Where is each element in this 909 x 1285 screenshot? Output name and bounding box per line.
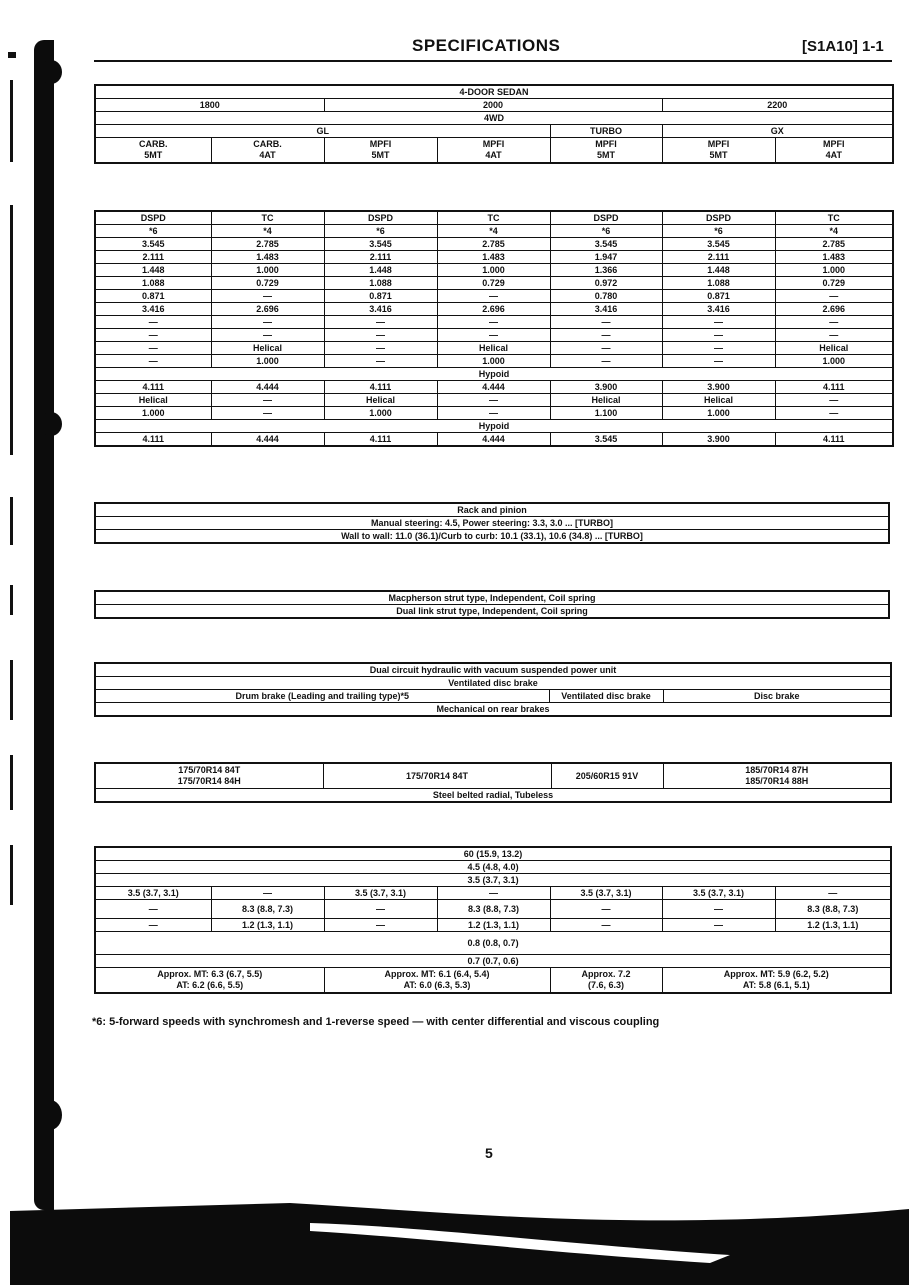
table-cell: 3.900 xyxy=(550,381,662,394)
table-row xyxy=(95,420,893,433)
mt-oil: — xyxy=(775,887,891,900)
tire-size: 175/70R14 84T 175/70R14 84H xyxy=(95,763,323,789)
table-cell: — xyxy=(211,316,324,329)
table-cell: 2.696 xyxy=(775,303,893,316)
mt-oil: 3.5 (3.7, 3.1) xyxy=(662,887,775,900)
table-cell: 3.416 xyxy=(95,303,211,316)
table-row xyxy=(95,211,893,225)
table-cell: 1.448 xyxy=(662,264,775,277)
table-cell: 2.785 xyxy=(437,238,550,251)
variant-cell: MPFI 5MT xyxy=(324,138,437,164)
table-cell: *6 xyxy=(324,225,437,238)
table-cell: 0.729 xyxy=(437,277,550,290)
table-cell: — xyxy=(324,329,437,342)
ps-fluid: 0.7 (0.7, 0.6) xyxy=(95,955,891,968)
table-cell: 2.696 xyxy=(437,303,550,316)
table-cell: 1.000 xyxy=(437,355,550,368)
table-cell: *6 xyxy=(95,225,211,238)
table-cell: 3.545 xyxy=(550,238,662,251)
variant-cell: MPFI 4AT xyxy=(437,138,550,164)
table-cell: — xyxy=(775,316,893,329)
mt-oil: — xyxy=(211,887,324,900)
table-cell: 2.111 xyxy=(95,251,211,264)
table-cell: 3.545 xyxy=(324,238,437,251)
at-fluid: — xyxy=(324,900,437,919)
turning-radius: Wall to wall: 11.0 (36.1)/Curb to curb: 10.1 (33.1), 10.6 (34.8) ... [TURBO] xyxy=(95,530,889,544)
header-rule xyxy=(94,60,892,62)
rear-brake-drum: Drum brake (Leading and trailing type)*5 xyxy=(95,690,549,703)
table-cell: 1.000 xyxy=(662,407,775,420)
model-table xyxy=(94,84,894,164)
suspension-table xyxy=(94,590,890,619)
table-cell: DSPD xyxy=(324,211,437,225)
edge-mark xyxy=(10,845,13,905)
table-cell: — xyxy=(324,355,437,368)
table-row xyxy=(95,225,893,238)
table-cell: *6 xyxy=(662,225,775,238)
edge-mark xyxy=(10,660,13,720)
table-cell: — xyxy=(550,342,662,355)
oil-capacity-1: 4.5 (4.8, 4.0) xyxy=(95,861,891,874)
edge-mark xyxy=(10,755,13,810)
table-row xyxy=(95,316,893,329)
table-cell: Helical xyxy=(211,342,324,355)
coolant-capacity: Approx. MT: 5.9 (6.2, 5.2) AT: 5.8 (6.1, 5.1) xyxy=(662,968,891,994)
mt-oil: — xyxy=(437,887,550,900)
table-cell: 1.000 xyxy=(324,407,437,420)
table-cell: — xyxy=(437,394,550,407)
gear-type-hypoid: Hypoid xyxy=(95,368,893,381)
table-cell: 0.729 xyxy=(775,277,893,290)
table-cell: 1.483 xyxy=(437,251,550,264)
table-cell: 1.448 xyxy=(324,264,437,277)
rear-suspension: Dual link strut type, Independent, Coil spring xyxy=(95,605,889,619)
at-fluid: 8.3 (8.8, 7.3) xyxy=(437,900,550,919)
table-cell: Helical xyxy=(550,394,662,407)
table-cell: — xyxy=(211,407,324,420)
table-cell: 3.900 xyxy=(662,433,775,447)
table-row xyxy=(95,238,893,251)
table-cell: — xyxy=(437,316,550,329)
table-cell: Helical xyxy=(662,394,775,407)
footnote: *6: 5-forward speeds with synchromesh and 1-reverse speed — with center differential and viscous coupling xyxy=(92,1016,660,1028)
table-row xyxy=(95,381,893,394)
at-fluid: 8.3 (8.8, 7.3) xyxy=(775,900,891,919)
variant-cell: MPFI 4AT xyxy=(775,138,893,164)
coolant-capacity: Approx. MT: 6.3 (6.7, 5.5) AT: 6.2 (6.6, 5.5) xyxy=(95,968,324,994)
diff-oil: — xyxy=(95,919,211,932)
table-cell: 1.088 xyxy=(662,277,775,290)
table-cell: 0.871 xyxy=(95,290,211,303)
diff-oil: — xyxy=(662,919,775,932)
body-type: 4-DOOR SEDAN xyxy=(95,85,893,99)
table-cell: 2.785 xyxy=(775,238,893,251)
table-cell: — xyxy=(95,355,211,368)
table-row xyxy=(95,303,893,316)
table-cell: 1.366 xyxy=(550,264,662,277)
table-cell: 4.444 xyxy=(211,381,324,394)
edge-mark xyxy=(10,585,13,615)
table-cell: 4.444 xyxy=(211,433,324,447)
table-cell: 1.088 xyxy=(324,277,437,290)
table-row xyxy=(95,264,893,277)
table-cell: — xyxy=(775,290,893,303)
table-cell: 1.000 xyxy=(775,355,893,368)
table-cell: *4 xyxy=(775,225,893,238)
table-cell: Helical xyxy=(95,394,211,407)
table-cell: — xyxy=(662,342,775,355)
table-cell: TC xyxy=(211,211,324,225)
table-cell: — xyxy=(775,394,893,407)
table-cell: DSPD xyxy=(95,211,211,225)
table-cell: 3.545 xyxy=(662,238,775,251)
steering-table xyxy=(94,502,890,544)
table-cell: 0.972 xyxy=(550,277,662,290)
table-cell: 1.947 xyxy=(550,251,662,264)
parking-brake: Mechanical on rear brakes xyxy=(95,703,891,717)
brake-system: Dual circuit hydraulic with vacuum suspended power unit xyxy=(95,663,891,677)
front-brake: Ventilated disc brake xyxy=(95,677,891,690)
table-row xyxy=(95,355,893,368)
table-cell: 3.545 xyxy=(550,433,662,447)
table-cell: — xyxy=(550,355,662,368)
binder-edge xyxy=(34,40,54,1210)
table-cell: — xyxy=(550,329,662,342)
table-row xyxy=(95,394,893,407)
table-cell: 2.785 xyxy=(211,238,324,251)
table-row xyxy=(95,368,893,381)
section-code: [S1A10] 1-1 xyxy=(802,38,884,55)
table-cell: 4.111 xyxy=(775,433,893,447)
steering-turns: Manual steering: 4.5, Power steering: 3.3, 3.0 ... [TURBO] xyxy=(95,517,889,530)
table-cell: 4.111 xyxy=(95,433,211,447)
table-cell: DSPD xyxy=(550,211,662,225)
table-cell: 1.000 xyxy=(95,407,211,420)
table-cell: — xyxy=(662,329,775,342)
tire-size: 185/70R14 87H 185/70R14 88H xyxy=(663,763,891,789)
at-fluid: 8.3 (8.8, 7.3) xyxy=(211,900,324,919)
table-cell: 2.696 xyxy=(211,303,324,316)
tire-size: 175/70R14 84T xyxy=(323,763,551,789)
table-cell: 3.900 xyxy=(662,381,775,394)
tires-table xyxy=(94,762,892,803)
edge-mark xyxy=(10,205,13,455)
table-cell: 1.000 xyxy=(211,264,324,277)
table-cell: 1.100 xyxy=(550,407,662,420)
drive-type: 4WD xyxy=(95,112,893,125)
table-cell: 2.111 xyxy=(662,251,775,264)
rear-brake-vented: Ventilated disc brake xyxy=(549,690,663,703)
mt-oil: 3.5 (3.7, 3.1) xyxy=(324,887,437,900)
table-row xyxy=(95,251,893,264)
page-number: 5 xyxy=(485,1145,493,1161)
table-cell: 2.111 xyxy=(324,251,437,264)
coolant-capacity: Approx. 7.2 (7.6, 6.3) xyxy=(550,968,662,994)
oil-capacity-2: 3.5 (3.7, 3.1) xyxy=(95,874,891,887)
variant-cell: CARB. 4AT xyxy=(211,138,324,164)
grade-gx: GX xyxy=(662,125,893,138)
table-cell: 1.000 xyxy=(211,355,324,368)
table-cell: 4.111 xyxy=(775,381,893,394)
table-cell: — xyxy=(550,316,662,329)
transmission-table xyxy=(94,210,894,447)
table-cell: 3.416 xyxy=(662,303,775,316)
table-cell: — xyxy=(437,290,550,303)
table-cell: — xyxy=(211,329,324,342)
table-cell: Helical xyxy=(775,342,893,355)
table-cell: *6 xyxy=(550,225,662,238)
table-cell: DSPD xyxy=(662,211,775,225)
variant-cell: CARB. 5MT xyxy=(95,138,211,164)
table-cell: 4.111 xyxy=(324,433,437,447)
table-cell: 4.444 xyxy=(437,381,550,394)
table-cell: 3.416 xyxy=(324,303,437,316)
table-cell: — xyxy=(437,407,550,420)
mt-oil: 3.5 (3.7, 3.1) xyxy=(550,887,662,900)
table-cell: — xyxy=(95,316,211,329)
engine-1800: 1800 xyxy=(95,99,324,112)
table-cell: — xyxy=(324,342,437,355)
table-cell: TC xyxy=(775,211,893,225)
table-cell: 1.483 xyxy=(775,251,893,264)
variant-cell: MPFI 5MT xyxy=(662,138,775,164)
diff-oil: — xyxy=(550,919,662,932)
rear-brake-disc: Disc brake xyxy=(663,690,891,703)
fuel-capacity: 60 (15.9, 13.2) xyxy=(95,847,891,861)
tire-type: Steel belted radial, Tubeless xyxy=(95,789,891,803)
table-cell: TC xyxy=(437,211,550,225)
table-cell: — xyxy=(662,355,775,368)
steering-type: Rack and pinion xyxy=(95,503,889,517)
table-cell: Helical xyxy=(437,342,550,355)
table-cell: *4 xyxy=(211,225,324,238)
table-row xyxy=(95,433,893,447)
at-fluid: — xyxy=(95,900,211,919)
diff-oil: 1.2 (1.3, 1.1) xyxy=(437,919,550,932)
table-cell: 4.444 xyxy=(437,433,550,447)
table-cell: — xyxy=(324,316,437,329)
tire-size: 205/60R15 91V xyxy=(551,763,663,789)
rear-diff-oil: 0.8 (0.8, 0.7) xyxy=(95,932,891,955)
coolant-capacity: Approx. MT: 6.1 (6.4, 5.4) AT: 6.0 (6.3, 5.3) xyxy=(324,968,550,994)
table-cell: *4 xyxy=(437,225,550,238)
grade-turbo: TURBO xyxy=(550,125,662,138)
table-row xyxy=(95,329,893,342)
table-cell: 4.111 xyxy=(324,381,437,394)
front-suspension: Macpherson strut type, Independent, Coil spring xyxy=(95,591,889,605)
capacities-table xyxy=(94,846,892,994)
table-row xyxy=(95,290,893,303)
brakes-table xyxy=(94,662,892,717)
scan-smear xyxy=(10,1203,909,1285)
table-cell: — xyxy=(211,290,324,303)
diff-oil: 1.2 (1.3, 1.1) xyxy=(775,919,891,932)
table-cell: — xyxy=(95,329,211,342)
table-cell: — xyxy=(437,329,550,342)
table-cell: 0.780 xyxy=(550,290,662,303)
table-row xyxy=(95,407,893,420)
table-cell: 1.088 xyxy=(95,277,211,290)
table-cell: 0.871 xyxy=(324,290,437,303)
edge-mark xyxy=(8,52,16,58)
edge-mark xyxy=(10,497,13,545)
at-fluid: — xyxy=(662,900,775,919)
engine-2000: 2000 xyxy=(324,99,662,112)
table-cell: — xyxy=(95,342,211,355)
edge-mark xyxy=(10,80,13,162)
diff-oil: 1.2 (1.3, 1.1) xyxy=(211,919,324,932)
table-row xyxy=(95,342,893,355)
table-cell: Helical xyxy=(324,394,437,407)
page-title: SPECIFICATIONS xyxy=(412,36,561,55)
binder-hole xyxy=(40,60,62,84)
engine-2200: 2200 xyxy=(662,99,893,112)
table-cell: 1.483 xyxy=(211,251,324,264)
table-cell: — xyxy=(662,316,775,329)
diff-oil: — xyxy=(324,919,437,932)
table-cell: 1.000 xyxy=(775,264,893,277)
table-cell: 1.448 xyxy=(95,264,211,277)
mt-oil: 3.5 (3.7, 3.1) xyxy=(95,887,211,900)
table-cell: 4.111 xyxy=(95,381,211,394)
table-cell: 0.729 xyxy=(211,277,324,290)
variant-cell: MPFI 5MT xyxy=(550,138,662,164)
table-cell: — xyxy=(775,407,893,420)
gear-type-hypoid: Hypoid xyxy=(95,420,893,433)
table-cell: 3.545 xyxy=(95,238,211,251)
at-fluid: — xyxy=(550,900,662,919)
table-cell: 1.000 xyxy=(437,264,550,277)
binder-hole xyxy=(40,412,62,436)
table-cell: 3.416 xyxy=(550,303,662,316)
table-cell: — xyxy=(211,394,324,407)
table-cell: 0.871 xyxy=(662,290,775,303)
binder-hole xyxy=(38,1100,62,1130)
table-row xyxy=(95,277,893,290)
grade-gl: GL xyxy=(95,125,550,138)
table-cell: — xyxy=(775,329,893,342)
